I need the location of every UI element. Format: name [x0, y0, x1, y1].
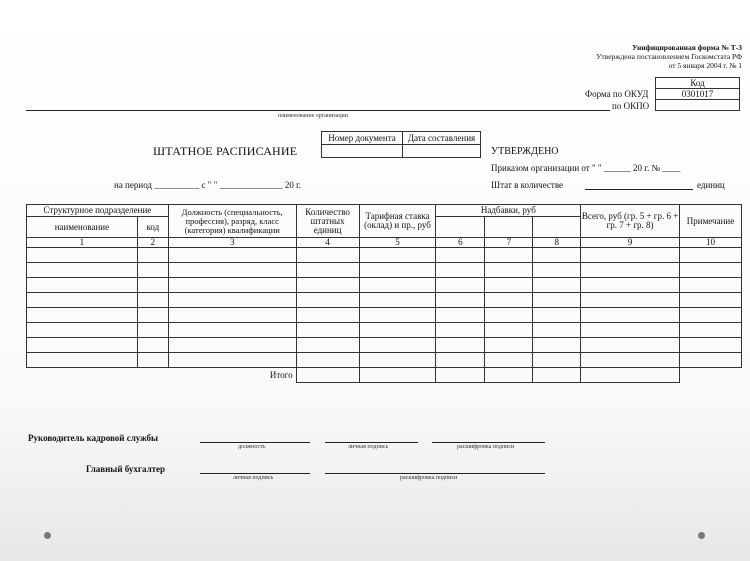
table-cell[interactable]	[296, 323, 359, 338]
col-number: 7	[485, 238, 533, 248]
table-cell[interactable]	[436, 308, 485, 323]
table-cell[interactable]	[679, 353, 741, 368]
table-row	[27, 263, 742, 278]
hr-head-label: Руководитель кадровой службы	[28, 433, 159, 443]
table-row	[27, 293, 742, 308]
table-cell[interactable]	[436, 338, 485, 353]
table-cell[interactable]	[485, 338, 533, 353]
staff-table	[26, 204, 742, 383]
table-cell[interactable]	[137, 293, 168, 308]
okpo-value[interactable]	[656, 100, 740, 111]
table-cell[interactable]	[581, 338, 680, 353]
total-allowance-3[interactable]	[533, 368, 581, 383]
table-cell[interactable]	[436, 353, 485, 368]
org-name-line[interactable]	[26, 110, 610, 111]
table-cell[interactable]	[168, 263, 296, 278]
table-cell[interactable]	[359, 323, 436, 338]
page-title: ШТАТНОЕ РАСПИСАНИЕ	[153, 144, 298, 158]
table-cell[interactable]	[485, 308, 533, 323]
h-allowance-2	[485, 217, 533, 238]
table-cell[interactable]	[168, 248, 296, 263]
table-cell[interactable]	[27, 338, 138, 353]
staff-count-line[interactable]	[585, 189, 693, 190]
total-count[interactable]	[296, 368, 359, 383]
hr-position-line[interactable]	[200, 442, 310, 443]
h-total: Всего, руб (гр. 5 + гр. 6 + гр. 7 + гр. 8)	[581, 205, 680, 238]
table-cell[interactable]	[296, 308, 359, 323]
table-cell[interactable]	[137, 338, 168, 353]
table-cell[interactable]	[581, 353, 680, 368]
table-cell[interactable]	[137, 263, 168, 278]
table-body	[27, 248, 742, 368]
table-cell[interactable]	[533, 323, 581, 338]
table-cell[interactable]	[296, 278, 359, 293]
table-cell[interactable]	[137, 323, 168, 338]
acc-decoding-line[interactable]	[325, 473, 545, 474]
approved-date: от 5 января 2004 г. № 1	[668, 61, 742, 70]
staff-unit: единиц	[697, 180, 725, 190]
table-cell[interactable]	[436, 323, 485, 338]
acc-signature-caption: личная подпись	[233, 475, 274, 481]
h-code: код	[137, 217, 168, 238]
table-row	[27, 308, 742, 323]
table-cell[interactable]	[436, 263, 485, 278]
table-cell[interactable]	[359, 338, 436, 353]
h-allowances: Надбавки, руб	[436, 205, 581, 217]
table-cell[interactable]	[485, 278, 533, 293]
h-division: Структурное подразделение	[27, 205, 169, 217]
table-row	[27, 353, 742, 368]
table-cell[interactable]	[359, 353, 436, 368]
approved-heading: УТВЕРЖДЕНО	[491, 146, 559, 157]
acc-signature-line[interactable]	[200, 473, 310, 474]
table-cell[interactable]	[533, 293, 581, 308]
col-number: 8	[533, 238, 581, 248]
table-cell[interactable]	[581, 278, 680, 293]
table-cell[interactable]	[485, 323, 533, 338]
hr-signature-line[interactable]	[325, 442, 418, 443]
col-number: 1	[27, 238, 138, 248]
table-cell[interactable]	[581, 323, 680, 338]
table-cell[interactable]	[168, 278, 296, 293]
table-cell[interactable]	[679, 308, 741, 323]
code-header: Код	[656, 78, 740, 89]
total-rate[interactable]	[359, 368, 436, 383]
total-label: Итого	[27, 368, 297, 383]
h-count: Количество штатных единиц	[296, 205, 359, 238]
table-cell[interactable]	[436, 278, 485, 293]
table-cell[interactable]	[137, 278, 168, 293]
table-cell[interactable]	[296, 248, 359, 263]
okud-label: Форма по ОКУД	[585, 89, 649, 99]
table-cell[interactable]	[679, 263, 741, 278]
doc-number-table	[321, 131, 481, 158]
table-cell[interactable]	[27, 323, 138, 338]
table-cell[interactable]	[359, 263, 436, 278]
table-cell[interactable]	[485, 353, 533, 368]
hr-signature-caption: личная подпись	[348, 444, 389, 450]
table-cell[interactable]	[137, 308, 168, 323]
punch-hole-icon	[44, 532, 51, 539]
acc-decoding-caption: расшифровка подписи	[400, 475, 458, 481]
table-cell[interactable]	[436, 293, 485, 308]
total-allowance-2[interactable]	[485, 368, 533, 383]
table-row	[27, 338, 742, 353]
table-cell[interactable]	[533, 248, 581, 263]
h-rate: Тарифная ставка (оклад) и пр., руб	[359, 205, 436, 238]
table-cell[interactable]	[485, 263, 533, 278]
col-number: 6	[436, 238, 485, 248]
table-cell[interactable]	[168, 338, 296, 353]
okud-value[interactable]: 0301017	[656, 89, 740, 100]
staff-label: Штат в количестве	[491, 180, 564, 190]
approved-by: Утверждена постановлением Госкомстата РФ	[596, 52, 742, 61]
table-cell[interactable]	[581, 248, 680, 263]
table-cell[interactable]	[296, 293, 359, 308]
table-cell[interactable]	[27, 353, 138, 368]
table-cell[interactable]	[679, 278, 741, 293]
table-cell[interactable]	[679, 323, 741, 338]
table-cell[interactable]	[27, 293, 138, 308]
doc-number-value[interactable]	[322, 145, 403, 158]
h-note: Примечание	[679, 205, 741, 238]
table-cell[interactable]	[137, 248, 168, 263]
okpo-label: по ОКПО	[612, 101, 650, 111]
table-cell[interactable]	[581, 308, 680, 323]
doc-date-value[interactable]	[403, 145, 481, 158]
table-cell[interactable]	[533, 338, 581, 353]
order-line[interactable]: Приказом организации от " " ______ 20 г. № ____	[491, 163, 681, 173]
table-row	[27, 278, 742, 293]
total-empty	[679, 368, 741, 383]
table-cell[interactable]	[533, 278, 581, 293]
column-numbers-row	[27, 238, 742, 248]
table-cell[interactable]	[27, 248, 138, 263]
col-number: 5	[359, 238, 436, 248]
hr-decoding-line[interactable]	[432, 442, 545, 443]
table-cell[interactable]	[359, 293, 436, 308]
hr-position-caption: должность	[238, 444, 266, 450]
table-cell[interactable]	[168, 308, 296, 323]
codes-table	[655, 77, 740, 111]
table-cell[interactable]	[679, 338, 741, 353]
table-cell[interactable]	[679, 293, 741, 308]
punch-hole-icon	[698, 532, 705, 539]
table-cell[interactable]	[533, 308, 581, 323]
table-cell[interactable]	[359, 278, 436, 293]
col-number: 10	[679, 238, 741, 248]
table-cell[interactable]	[27, 308, 138, 323]
h-allowance-1	[436, 217, 485, 238]
table-row	[27, 248, 742, 263]
col-number: 9	[581, 238, 680, 248]
table-cell[interactable]	[168, 353, 296, 368]
table-cell[interactable]	[359, 248, 436, 263]
table-cell[interactable]	[581, 293, 680, 308]
table-cell[interactable]	[485, 293, 533, 308]
h-allowance-3	[533, 217, 581, 238]
table-cell[interactable]	[296, 263, 359, 278]
table-row	[27, 323, 742, 338]
table-cell[interactable]	[533, 353, 581, 368]
col-number: 4	[296, 238, 359, 248]
table-cell[interactable]	[27, 263, 138, 278]
total-row	[27, 368, 742, 383]
doc-number-label: Номер документа	[322, 132, 403, 145]
table-cell[interactable]	[296, 353, 359, 368]
table-cell[interactable]	[581, 263, 680, 278]
table-cell[interactable]	[359, 308, 436, 323]
table-cell[interactable]	[168, 323, 296, 338]
form-title: Унифицированная форма № Т-3	[632, 43, 742, 52]
table-cell[interactable]	[137, 353, 168, 368]
org-caption: наименование организации	[278, 113, 348, 119]
doc-date-label: Дата составления	[403, 132, 481, 145]
period-line[interactable]: на период __________ с " " ______________ 20 г.	[114, 180, 302, 190]
col-number: 3	[168, 238, 296, 248]
table-cell[interactable]	[679, 248, 741, 263]
total-allowance-1[interactable]	[436, 368, 485, 383]
col-number: 2	[137, 238, 168, 248]
h-position: Должность (специальность, профессия), разряд, класс (категория) квалификации	[168, 205, 296, 238]
table-cell[interactable]	[168, 293, 296, 308]
table-cell[interactable]	[436, 248, 485, 263]
h-name: наименование	[27, 217, 138, 238]
accountant-label: Главный бухгалтер	[86, 464, 166, 474]
total-sum[interactable]	[581, 368, 680, 383]
hr-decoding-caption: расшифровка подписи	[457, 444, 515, 450]
table-cell[interactable]	[485, 248, 533, 263]
table-cell[interactable]	[296, 338, 359, 353]
table-cell[interactable]	[533, 263, 581, 278]
table-cell[interactable]	[27, 278, 138, 293]
